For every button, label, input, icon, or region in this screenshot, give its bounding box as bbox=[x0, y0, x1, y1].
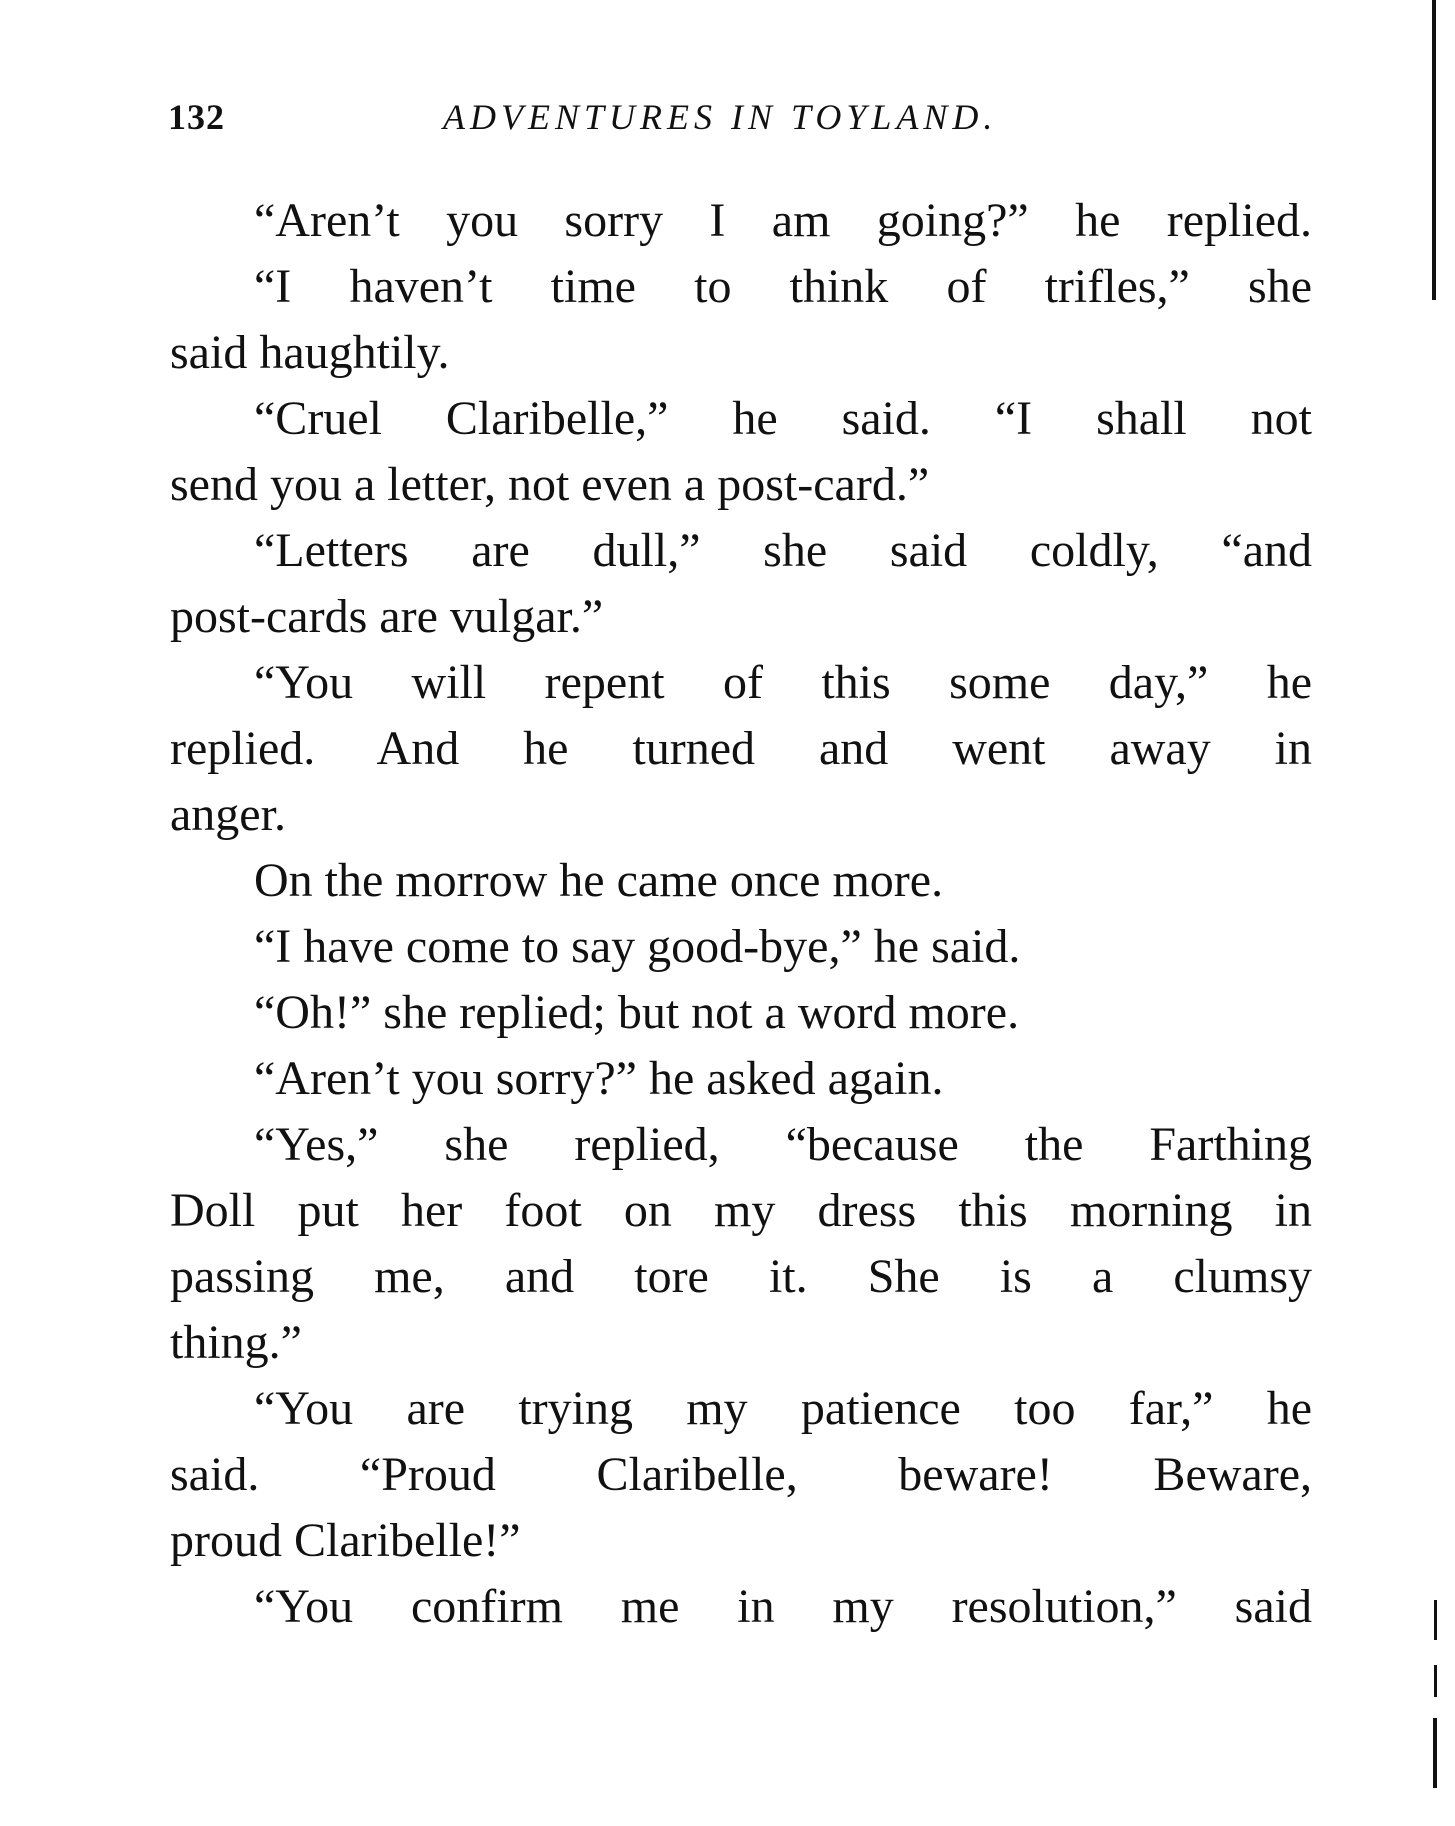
page-edge-mark bbox=[1432, 0, 1436, 300]
text-line: On the morrow he came once more. bbox=[254, 854, 944, 907]
text-line: “Letters are dull,” she said coldly, “and bbox=[254, 524, 1312, 577]
text-line: replied. And he turned and went away in bbox=[170, 722, 1312, 775]
body-text bbox=[170, 188, 1312, 1640]
text-line: “Aren’t you sorry?” he asked again. bbox=[254, 1052, 944, 1105]
page-header bbox=[168, 96, 1318, 146]
text-line: “You are trying my patience too far,” he bbox=[254, 1382, 1312, 1435]
running-title: ADVENTURES IN TOYLAND. bbox=[443, 97, 998, 137]
page-number: 132 bbox=[168, 97, 225, 137]
text-line: “Yes,” she replied, “because the Farthing bbox=[254, 1118, 1312, 1171]
text-line: “You will repent of this some day,” he bbox=[254, 656, 1312, 709]
text-line: said. “Proud Claribelle, beware! Beware, bbox=[170, 1448, 1312, 1501]
text-line: passing me, and tore it. She is a clumsy bbox=[170, 1250, 1312, 1303]
text-line: said haughtily. bbox=[170, 326, 450, 379]
page-edge-mark bbox=[1434, 1665, 1437, 1697]
text-line: send you a letter, not even a post-card.” bbox=[170, 458, 930, 511]
page-edge-mark bbox=[1433, 1718, 1437, 1788]
page-edge-mark bbox=[1434, 1600, 1437, 1640]
text-line: anger. bbox=[170, 788, 286, 841]
text-line: “I have come to say good-bye,” he said. bbox=[254, 920, 1021, 973]
text-line: proud Claribelle!” bbox=[170, 1514, 521, 1567]
text-line: Doll put her foot on my dress this morning in bbox=[170, 1184, 1312, 1237]
text-line: thing.” bbox=[170, 1316, 302, 1369]
text-line: “You confirm me in my resolution,” said bbox=[254, 1580, 1312, 1633]
text-line: “Cruel Claribelle,” he said. “I shall not bbox=[254, 392, 1312, 445]
text-line: “Aren’t you sorry I am going?” he replied. bbox=[254, 194, 1312, 247]
text-line: “I haven’t time to think of trifles,” she bbox=[254, 260, 1312, 313]
text-line: post-cards are vulgar.” bbox=[170, 590, 604, 643]
text-line: “Oh!” she replied; but not a word more. bbox=[254, 986, 1020, 1039]
